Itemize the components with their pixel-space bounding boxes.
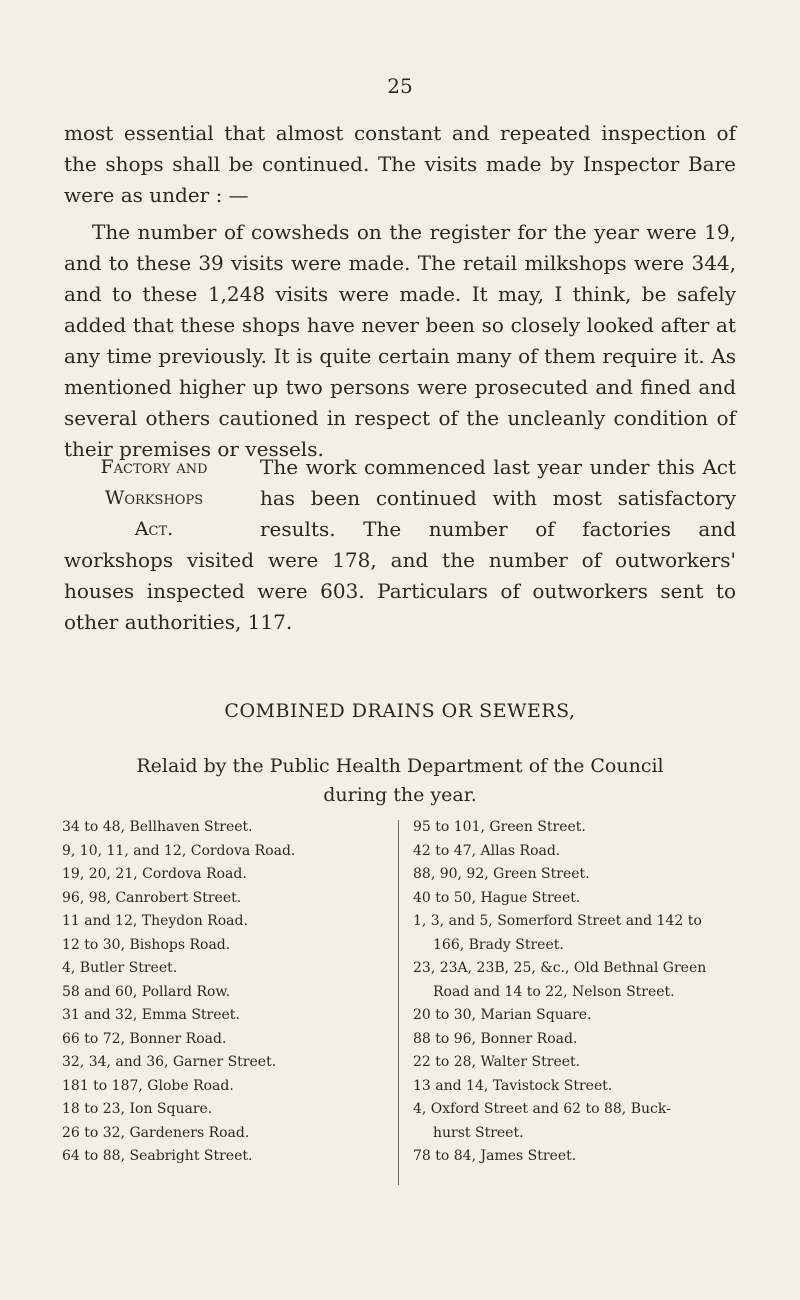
list-item: 58 and 60, Pollard Row.	[62, 983, 231, 1000]
list-item: 181 to 187, Globe Road.	[62, 1077, 234, 1094]
list-item: 19, 20, 21, Cordova Road.	[62, 866, 247, 882]
list-item	[413, 910, 773, 957]
list-item-text: 23, 23A, 23B, 25, &c., Old Bethnal Green	[413, 960, 707, 976]
factory-section	[64, 452, 736, 638]
list-item-continuation: 166, Brady Street.	[433, 936, 564, 953]
list-item: 11 and 12, Theydon Road.	[62, 913, 248, 929]
list-item	[413, 816, 773, 840]
side-heading-line: Act.	[134, 518, 174, 540]
list-item: 31 and 32, Emma Street.	[62, 1007, 240, 1023]
factory-side-heading	[64, 452, 244, 545]
cowsheds-paragraph: The number of cowsheds on the register for the year were 19, and to these 39 visits were made. The retail milkshops were 344, and to these 1,248 visits were made. It may, I think, be safely added that these shops have never been so closely looked after at any time previously. It is quite certain many of them require it. As mentioned higher up two persons were prosecuted and fined and several others cautioned in respect of the uncleanly condition of their premises or vessels.	[64, 220, 736, 461]
list-item-text: 88 to 96, Bonner Road.	[413, 1030, 578, 1047]
list-item-text: 13 and 14, Tavistock Street.	[413, 1077, 613, 1094]
list-item: 26 to 32, Gardeners Road.	[62, 1124, 250, 1141]
list-item-text: 78 to 84, James Street.	[413, 1148, 577, 1164]
list-item: 96, 98, Canrobert Street.	[62, 889, 242, 906]
drains-left-column	[62, 816, 382, 1169]
list-item	[413, 887, 773, 911]
list-item	[413, 1075, 773, 1099]
list-item-text: 42 to 47, Allas Road.	[413, 842, 561, 859]
list-item: 34 to 48, Bellhaven Street.	[62, 819, 253, 835]
list-item-text: 20 to 30, Marian Square.	[413, 1007, 592, 1023]
list-item-text: 88, 90, 92, Green Street.	[413, 866, 590, 882]
list-item-text: 40 to 50, Hague Street.	[413, 889, 581, 906]
side-heading-line: Workshops	[104, 487, 204, 509]
list-item	[413, 1051, 773, 1075]
list-item	[413, 840, 773, 864]
factory-paragraph: The work commenced last year under this Act has been continued with most satisfactory results. The number of factories and workshops visited were 178, and the number of outworkers' houses inspected were 603. Particulars of outworkers sent to other authorities, 117.	[64, 455, 736, 634]
column-divider	[398, 820, 399, 1185]
list-item: 4, Butler Street.	[62, 960, 178, 976]
list-item-text: 95 to 101, Green Street.	[413, 819, 586, 835]
list-item: 12 to 30, Bishops Road.	[62, 936, 231, 953]
list-item: 9, 10, 11, and 12, Cordova Road.	[62, 842, 296, 859]
list-item: 64 to 88, Seabright Street.	[62, 1148, 253, 1164]
list-item	[413, 863, 773, 887]
list-item: 18 to 23, Ion Square.	[62, 1101, 213, 1117]
list-item: 66 to 72, Bonner Road.	[62, 1030, 227, 1047]
drains-heading: COMBINED DRAINS OR SEWERS,	[224, 700, 576, 722]
list-item	[413, 1004, 773, 1028]
page-number: 25	[387, 74, 413, 98]
intro-text	[64, 118, 736, 465]
drains-right-column	[413, 816, 773, 1169]
list-item	[413, 1098, 773, 1145]
list-item	[413, 957, 773, 1004]
list-item: 32, 34, and 36, Garner Street.	[62, 1054, 277, 1070]
intro-paragraph: most essential that almost constant and repeated inspection of the shops shall be continued. The visits made by Inspector Bare were as under : —	[64, 121, 736, 207]
list-item-continuation: hurst Street.	[433, 1124, 524, 1141]
list-item-continuation: Road and 14 to 22, Nelson Street.	[433, 983, 675, 1000]
list-item-text: 4, Oxford Street and 62 to 88, Buck-	[413, 1101, 671, 1117]
list-item	[413, 1028, 773, 1052]
list-item-text: 1, 3, and 5, Somerford Street and 142 to	[413, 913, 702, 929]
list-item	[413, 1145, 773, 1169]
list-item-text: 22 to 28, Walter Street.	[413, 1054, 581, 1070]
side-heading-line: Factory and	[100, 456, 208, 478]
drains-subheading: Relaid by the Public Health Department of the Council during the year.	[136, 755, 664, 806]
